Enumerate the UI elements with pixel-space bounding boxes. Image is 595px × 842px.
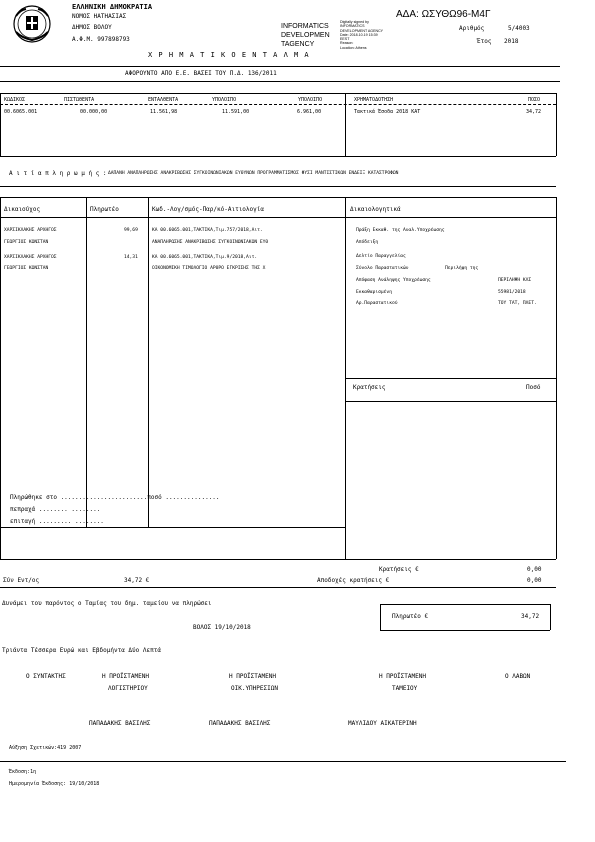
related-documents: Αύξηση Σχετικών:419 2007: [9, 745, 82, 751]
ada-code: ΑΔΑ: ΩΣΥΘΩ96-Μ4Γ: [396, 9, 491, 20]
agency-line: TAGENCY: [281, 41, 315, 48]
prefecture-label: ΝΟΜΟΣ ΗΑΤΗΑΣΙΑΣ: [72, 13, 127, 20]
republic-label: ΕΛΛΗΝΙΚΗ ΔΗΜΟΚΡΑΤΙΑ: [72, 3, 153, 11]
edition-label: Έκδοση:1η: [9, 769, 37, 775]
municipality-label: ΔΗΜΟΣ ΒΟΛΟΥ: [72, 24, 112, 31]
signature-role-treasury: Η ΠΡΟΪΣΤΑΜΕΝΗ: [379, 673, 426, 680]
documents-header: Δικαιολογητικά: [350, 206, 401, 213]
year-value: 2018: [504, 38, 519, 45]
signature-role-recipient: Ο ΛΑΒΩΝ: [505, 673, 531, 680]
payment-reason-text: ΔΑΠΑΝΗ ΑΝΑΠΛΗΡΩΣΗΣ ΑΝΑΚΡΙΒΩΣΗΣ ΣΥΓΚΟΙΝΩΝΙΑΚΩΝ ΕΥΘΥΝΩΝ ΠΡΟΓΡΑΜΜΑΤΙΣΜΟΣ ΦΥΣΙ ΜΑΝΤΙΣΤΙΚΩΝ ΕΝΔΕΙΞ ΚΑΤΑΣΤΡΟΦΩΝ: [108, 171, 399, 176]
payable-value: 34,72: [521, 613, 540, 620]
deductions-amount-header: Ποσό: [526, 384, 541, 391]
agency-signature: [281, 22, 330, 49]
signer-name-accounting: ΠΑΠΑΔΑΚΗΣ ΒΑΣΙΛΗΣ: [209, 720, 271, 727]
payment-order-text: Δυνάμει του παρόντος ο Ταμίας του δημ. ταμείου να πληρώσει: [2, 600, 212, 607]
paid-line: Πληρώθηκε στο ........................ποσό ...............: [10, 494, 220, 501]
tax-id-label: Α.Φ.Μ. 997898793: [72, 36, 130, 43]
agency-line: INFORMATICS: [281, 23, 329, 30]
signature-sub-treasury: ΤΑΜΕΙΟΥ: [392, 685, 418, 692]
deductions-total-label: Κρατήσεις €: [379, 566, 419, 573]
signer-name-treasury: ΜΑΥΛΙΔΟΥ ΑΙΚΑΤΕΡΙΝΗ: [348, 720, 417, 727]
payment-reason-label: Α ι τ ί α π λ η ρ ω μ ή ς :: [9, 170, 107, 177]
number-label: Αριθμός: [459, 25, 485, 32]
withheld-label: Αποδοχές κρατήσεις €: [317, 577, 390, 584]
deductions-header: Κρατήσεις: [353, 384, 386, 391]
digital-signature-details: Digitally signed by INFORMATICS DEVELOPMENT AGENCY Date: 2018.10.19 15:39 EEST Reason: Location: Athens: [340, 20, 384, 50]
signer-name-author: ΠΑΠΑΔΑΚΗΣ ΒΑΣΙΛΗΣ: [89, 720, 151, 727]
beneficiary-header: Δικαιούχος: [4, 206, 41, 213]
deductions-total-value: 0,00: [527, 566, 542, 573]
agency-line: DEVELOPMEN: [281, 32, 330, 39]
amount-in-words: Τριάντα Τέσσερα Ευρώ και Εβδομήντα Δύο Λεπτά: [2, 647, 161, 654]
year-label: Έτος: [477, 38, 492, 45]
total-value: 34,72 €: [124, 577, 150, 584]
payable-label: Πληρωτέο €: [392, 613, 429, 620]
signature-sub-financial: ΟΙΚ.ΥΠΗΡΕΣΙΩΝ: [231, 685, 278, 692]
withheld-value: 0,00: [527, 577, 542, 584]
place-date: ΒΟΛΟΣ 19/10/2018: [193, 624, 251, 631]
signature-role-accounting: Η ΠΡΟΪΣΤΑΜΕΝΗ: [102, 673, 149, 680]
signature-sub-accounting: ΛΟΓΙΣΤΗΡΙΟΥ: [108, 685, 148, 692]
signature-role-financial: Η ΠΡΟΪΣΤΑΜΕΝΗ: [229, 673, 276, 680]
cheque-line: επιταγή ......... ........: [10, 518, 104, 525]
signature-role-author: Ο ΣΥΝΤΑΚΤΗΣ: [26, 673, 66, 680]
document-title: Χ Ρ Η Μ Α Τ Ι Κ Ο Ε Ν Τ Α Λ Μ Α: [148, 51, 310, 59]
issue-date: Ημερομηνία Έκδοσης: 19/10/2018: [9, 781, 100, 787]
coat-of-arms-logo: [10, 4, 54, 44]
amount-header: Πληρωτέο: [90, 206, 119, 213]
description-header: Κωδ.-Λογ/σμός-Παρ/κό-Αιτιολογία: [152, 206, 264, 213]
total-label: Σύν Εντ/ος: [3, 577, 40, 584]
document-subtitle: ΑΦΟΡΟΥΝΤΟ ΑΠΟ Ε.Ε. ΒΑΣΕΙ ΤΟΥ Π.Δ. 136/2011: [125, 70, 277, 77]
number-value: 5/4003: [508, 25, 530, 32]
received-line: πεπραχά ........ ........: [10, 506, 101, 513]
